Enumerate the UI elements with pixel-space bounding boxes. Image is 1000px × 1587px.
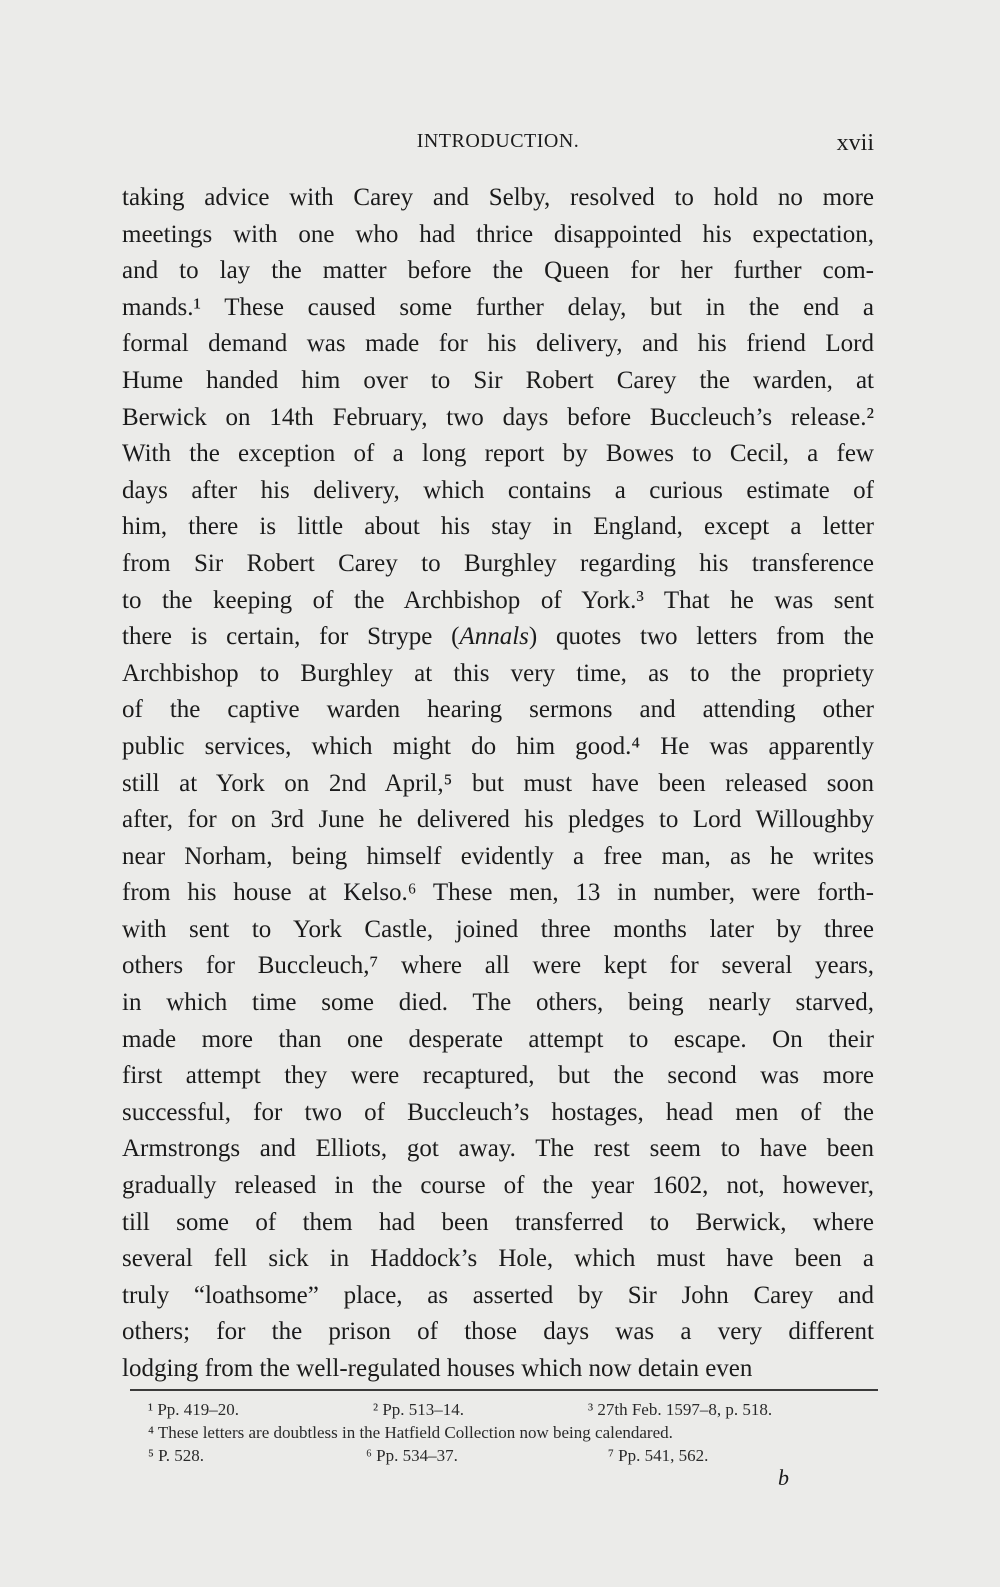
text-line: to the keeping of the Archbishop of York.³ That he was sent xyxy=(122,586,874,614)
text-line: still at York on 2nd April,⁵ but must have been released soon xyxy=(122,769,874,797)
footnote-6: ⁶ Pp. 534–37. xyxy=(366,1446,458,1465)
text-line: and to lay the matter before the Queen for her further com- xyxy=(122,257,874,285)
text-line: lodging from the well-regulated houses which now detain even xyxy=(122,1355,753,1382)
footnote-4: ⁴ These letters are doubtless in the Hatfield Collection now being calendared. xyxy=(148,1423,673,1442)
footnote-3: ³ 27th Feb. 1597–8, p. 518. xyxy=(588,1400,773,1419)
text-line: from his house at Kelso.⁶ These men, 13 in number, were forth- xyxy=(122,879,874,907)
text-line: Armstrongs and Elliots, got away. The rest seem to have been xyxy=(122,1135,874,1163)
text-line: Hume handed him over to Sir Robert Carey the warden, at xyxy=(122,366,874,394)
footnote-5: ⁵ P. 528. xyxy=(148,1446,204,1465)
page-header xyxy=(122,130,874,164)
text-line: formal demand was made for his delivery, and his friend Lord xyxy=(122,330,874,358)
text-line: near Norham, being himself evidently a free man, as he writes xyxy=(122,842,874,870)
text-line: with sent to York Castle, joined three months later by three xyxy=(122,915,874,943)
text-line: successful, for two of Buccleuch’s hostages, head men of the xyxy=(122,1098,874,1126)
book-title: Annals xyxy=(459,623,529,651)
footnote-1: ¹ Pp. 419–20. xyxy=(148,1400,240,1419)
text-line: mands.¹ These caused some further delay, but in the end a xyxy=(122,293,874,321)
text-line: there is certain, for Strype (Annals) quotes two letters from the xyxy=(122,623,874,651)
text-line: public services, which might do him good.⁴ He was apparently xyxy=(122,732,874,760)
body-text xyxy=(122,180,874,1388)
page-number: xvii xyxy=(836,130,874,156)
footnote-row xyxy=(148,1400,838,1422)
text-line: others; for the prison of those days was a very different xyxy=(122,1318,874,1346)
footnote-row xyxy=(148,1423,838,1445)
footnote-rule xyxy=(130,1389,878,1391)
text-line: several fell sick in Haddock’s Hole, which must have been a xyxy=(122,1245,874,1273)
text-line: meetings with one who had thrice disappointed his expectation, xyxy=(122,220,874,248)
text-line: gradually released in the course of the year 1602, not, however, xyxy=(122,1172,874,1200)
text-line: days after his delivery, which contains a curious estimate of xyxy=(122,476,874,504)
text-line: him, there is little about his stay in England, except a letter xyxy=(122,513,874,541)
signature-mark: b xyxy=(778,1465,789,1490)
footnote-row xyxy=(148,1446,838,1468)
text-line: Berwick on 14th February, two days before Buccleuch’s release.² xyxy=(122,403,874,431)
text-line: others for Buccleuch,⁷ where all were kept for several years, xyxy=(122,952,874,980)
text-line: from Sir Robert Carey to Burghley regarding his transference xyxy=(122,549,874,577)
text-line: of the captive warden hearing sermons and attending other xyxy=(122,696,874,724)
text-line: With the exception of a long report by Bowes to Cecil, a few xyxy=(122,440,874,468)
text-line: till some of them had been transferred to Berwick, where xyxy=(122,1208,874,1236)
text-line: made more than one desperate attempt to escape. On their xyxy=(122,1025,874,1053)
text-line: first attempt they were recaptured, but the second was more xyxy=(122,1062,874,1090)
running-title: INTRODUCTION. xyxy=(416,130,580,152)
footnotes xyxy=(148,1400,838,1469)
text-line: in which time some died. The others, being nearly starved, xyxy=(122,989,874,1017)
footnote-2: ² Pp. 513–14. xyxy=(373,1400,465,1419)
text-line: taking advice with Carey and Selby, resolved to hold no more xyxy=(122,184,874,211)
text-line: Archbishop to Burghley at this very time, as to the propriety xyxy=(122,659,874,687)
text-line: after, for on 3rd June he delivered his pledges to Lord Willoughby xyxy=(122,806,874,834)
text-line: truly “loathsome” place, as asserted by Sir John Carey and xyxy=(122,1281,874,1309)
footnote-7: ⁷ Pp. 541, 562. xyxy=(608,1446,709,1465)
